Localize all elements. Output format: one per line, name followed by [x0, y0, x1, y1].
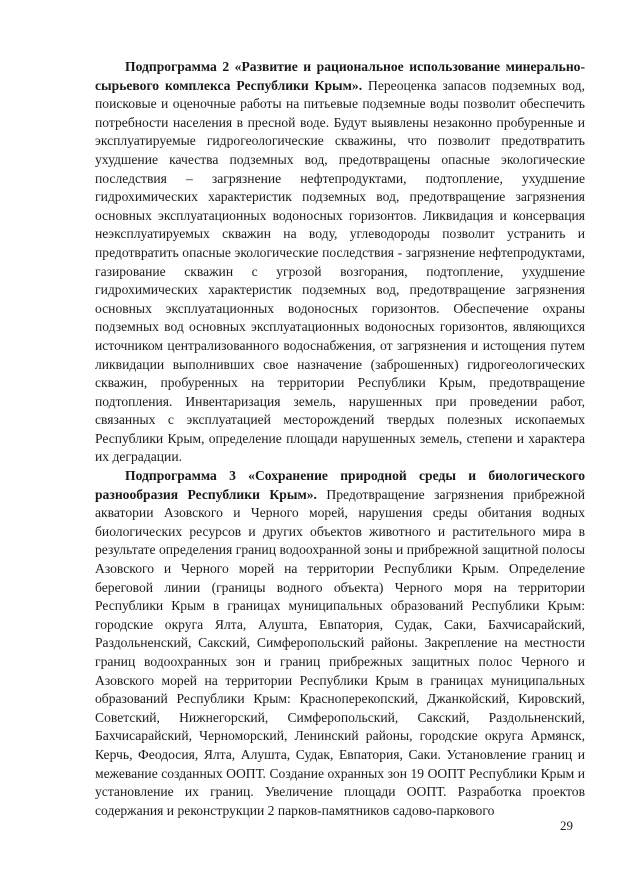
subprogram-3-paragraph [95, 467, 585, 820]
subprogram-3-body: Предотвращение загрязнения прибрежной акватории Азовского и Черного морей, нарушения среды обитания водных биологических ресурсов и других объектов животного и растительного мира в результате определения границ водоохранной зоны и прибрежной защитной полосы Азовского и Черного морей на территории Республики Крым. Определение береговой линии (границы водного объекта) Черного моря на территории Республики Крым в границах муниципальных образований Республики Крым: городские округа Ялта, Алушта, Евпатория, Судак, Саки, Бахчисарайский, Раздольненский, Сакский, Симферопольский районы. Закрепление на местности границ водоохранных зон и границ прибрежных защитных полос Черного и Азовского морей на территории Республики Крым в границах муниципальных образований Республики Крым: Красноперекопский, Джанкойский, Кировский, Советский, Нижнегорский, Симферопольский, Сакский, Раздольненский, Бахчисарайский, Черноморский, Ленинский районы, городские округа Армянск, Керчь, Феодосия, Ялта, Алушта, Судак, Евпатория, Саки. Установление границ и межевание созданных ООПТ. Создание охранных зон 19 ООПТ Республики Крым и установление их границ. Увеличение площади ООПТ. Разработка проектов содержания и реконструкции 2 парков-памятников садово-паркового [95, 486, 585, 818]
subprogram-2-paragraph [95, 58, 585, 467]
subprogram-2-body: Переоценка запасов подземных вод, поисковые и оценочные работы на питьевые подземные воды позволит обеспечить потребности населения в пресной воде. Будут выявлены незаконно пробуренные и эксплуатируемые гидрогеологические скважины, что позволит предотвратить ухудшение качества подземных вод, предотвращены опасные экологические последствия – загрязнение нефтепродуктами, подтопление, ухудшение гидрохимических характеристик подземных вод, предотвращение загрязнения основных эксплуатационных водоносных горизонтов. Ликвидация и консервация неэксплуатируемых скважин на воду, углеводороды позволит устранить и предотвратить опасные экологические последствия - загрязнение нефтепродуктами, газирование скважин с угрозой возгорания, подтопление, ухудшение гидрохимических характеристик подземных вод, предотвращение загрязнения основных эксплуатационных водоносных горизонтов. Обеспечение охраны подземных вод основных эксплуатационных водоносных горизонтов, являющихся источником централизованного водоснабжения, от загрязнения и истощения путем ликвидации выполнивших свое назначение (заброшенных) гидрогеологических скважин, пробуренных на территории Республики Крым, предотвращение подтопления. Инвентаризация земель, нарушенных при проведении работ, связанных с эксплуатацией месторождений твердых полезных ископаемых Республики Крым, определение площади нарушенных земель, степени и характера их деградации. [95, 77, 585, 465]
subprogram-3-heading: Подпрограмма 3 «Сохранение природной среды и биологического разнообразия Республики Крым». [95, 468, 585, 502]
document-page [95, 58, 585, 820]
subprogram-2-heading: Подпрограмма 2 «Развитие и рациональное использование минерально-сырьевого комплекса Республики Крым». [95, 59, 585, 93]
page-number: 29 [560, 818, 573, 833]
